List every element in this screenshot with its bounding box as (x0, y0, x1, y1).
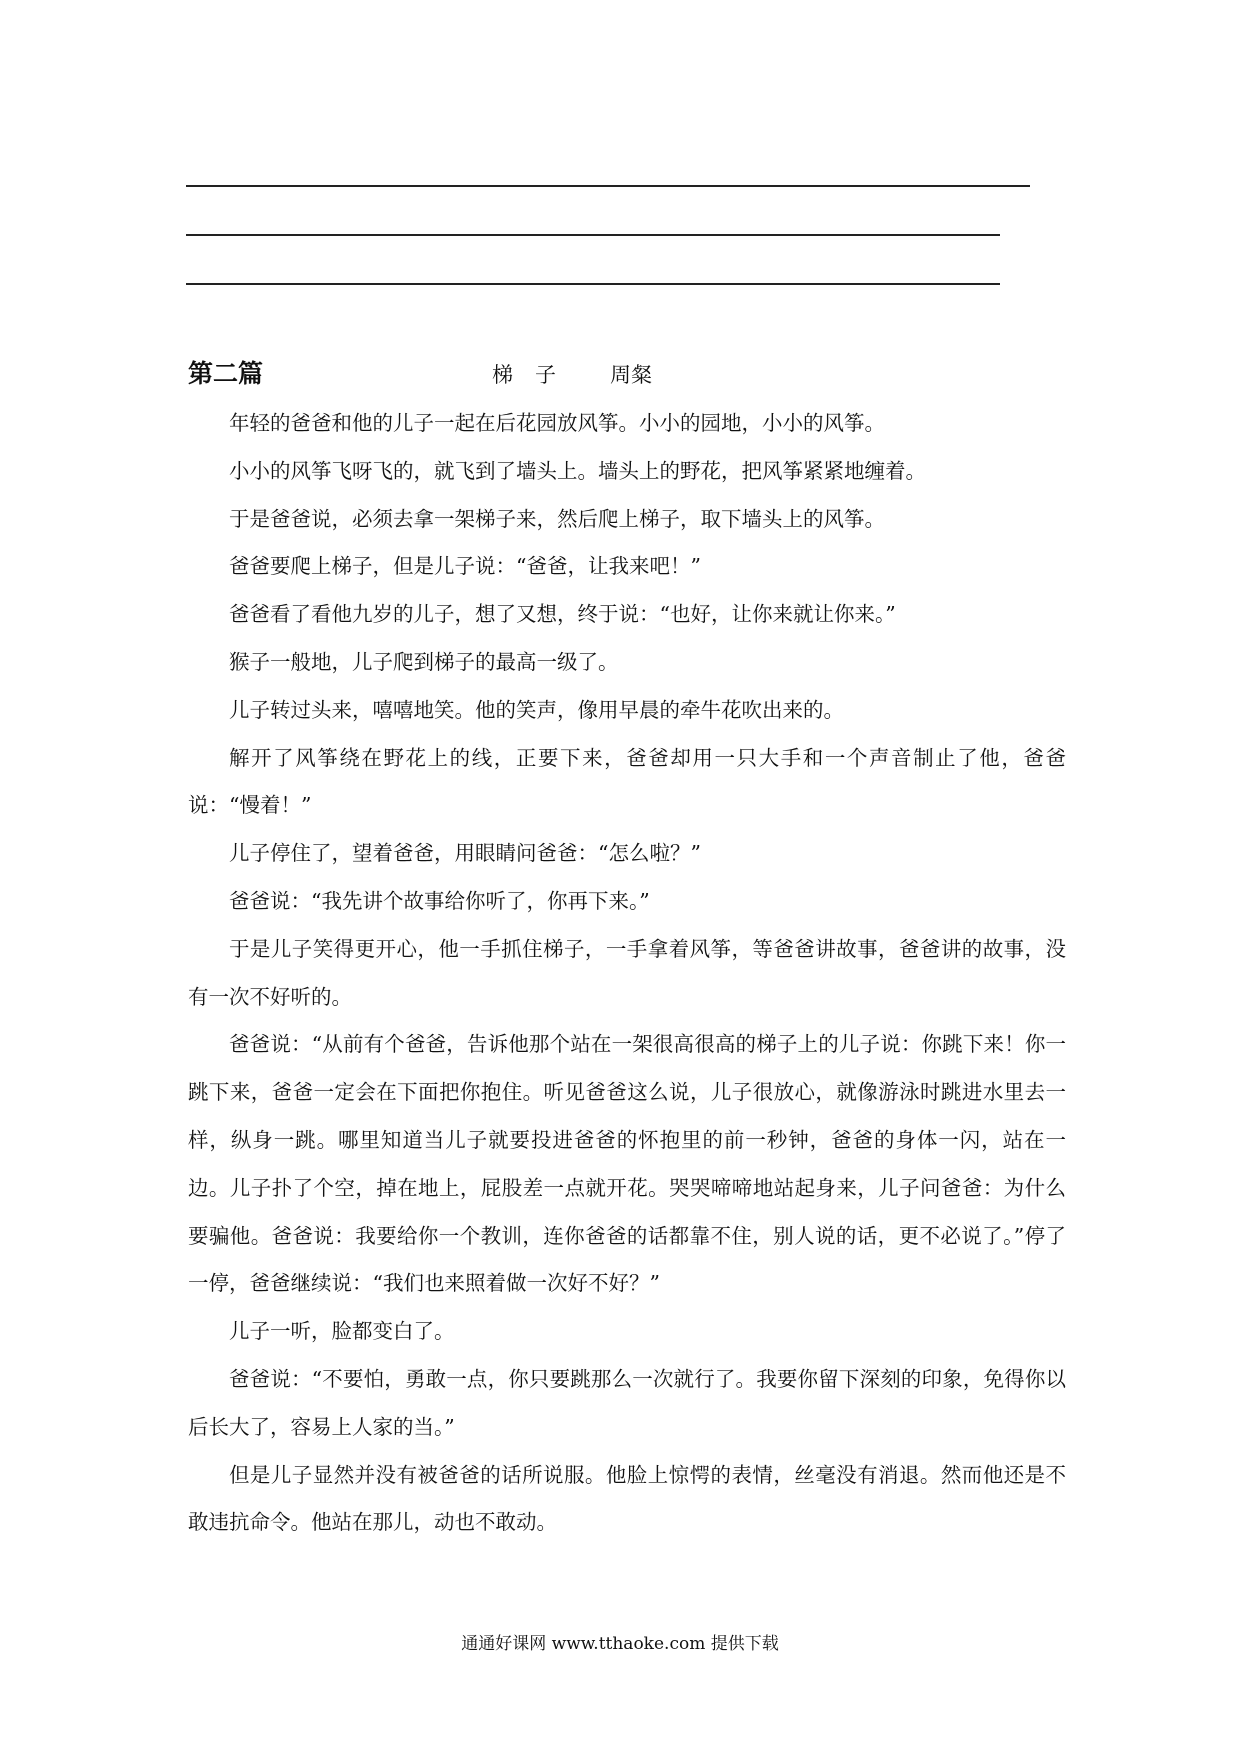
paragraph: 儿子转过头来，嘻嘻地笑。他的笑声，像用早晨的牵牛花吹出来的。 (229, 697, 844, 722)
paragraph: 但是儿子显然并没有被爸爸的话所说服。他脸上惊愕的表情，丝毫没有消退。然而他还是不敢违抗命令。他站在那儿，动也不敢动。 (188, 1462, 1066, 1535)
paragraph: 爸爸说：“不要怕，勇敢一点，你只要跳那么一次就行了。我要你留下深刻的印象，免得你以后长大了，容易上人家的当。” (188, 1366, 1066, 1439)
story-author: 周粲 (610, 363, 652, 387)
answer-line-2 (186, 234, 1000, 236)
paragraph: 猴子一般地，儿子爬到梯子的最高一级了。 (229, 649, 619, 674)
answer-line-3 (186, 283, 1000, 285)
section-label: 第二篇 (188, 359, 264, 388)
paragraph: 爸爸说：“我先讲个故事给你听了，你再下来。” (229, 888, 650, 913)
paragraph: 于是爸爸说，必须去拿一架梯子来，然后爬上梯子，取下墙头上的风筝。 (229, 506, 885, 531)
paragraph: 小小的风筝飞呀飞的，就飞到了墙头上。墙头上的野花，把风筝紧紧地缠着。 (229, 458, 926, 483)
paragraph: 爸爸要爬上梯子，但是儿子说：“爸爸，让我来吧！” (229, 554, 701, 579)
paragraph: 爸爸看了看他九岁的儿子，想了又想，终于说：“也好，让你来就让你来。” (229, 602, 896, 627)
paragraph: 儿子停住了，望着爸爸，用眼睛问爸爸：“怎么啦？” (229, 841, 701, 866)
story-title: 梯子 (492, 363, 578, 387)
story-heading (188, 356, 1068, 392)
paragraph: 儿子一听，脸都变白了。 (229, 1319, 455, 1344)
paragraph: 爸爸说：“从前有个爸爸，告诉他那个站在一架很高很高的梯子上的儿子说：你跳下来！你一跳下来，爸爸一定会在下面把你抱住。听见爸爸这么说，儿子很放心，就像游泳时跳进水里去一样，纵身一跳。哪里知道当儿子就要投进爸爸的怀抱里的前一秒钟，爸爸的身体一闪，站在一边。儿子扑了个空，掉在地上，屁股差一点就开花。哭哭啼啼地站起身来，儿子问爸爸：为什么要骗他。爸爸说：我要给你一个教训，连你爸爸的话都靠不住，别人说的话，更不必说了。”停了一停，爸爸继续说：“我们也来照着做一次好不好？” (188, 1032, 1066, 1296)
answer-line-1 (186, 185, 1030, 187)
paragraph: 于是儿子笑得更开心，他一手抓住梯子，一手拿着风筝，等爸爸讲故事，爸爸讲的故事，没有一次不好听的。 (188, 936, 1066, 1009)
paragraph: 解开了风筝绕在野花上的线，正要下来，爸爸却用一只大手和一个声音制止了他，爸爸说：“慢着！” (188, 745, 1066, 818)
page-footer: 通通好课网 www.tthaoke.com 提供下载 (461, 1634, 779, 1654)
paragraph: 年轻的爸爸和他的儿子一起在后花园放风筝。小小的园地，小小的风筝。 (229, 411, 885, 435)
story-body (188, 400, 1066, 1547)
